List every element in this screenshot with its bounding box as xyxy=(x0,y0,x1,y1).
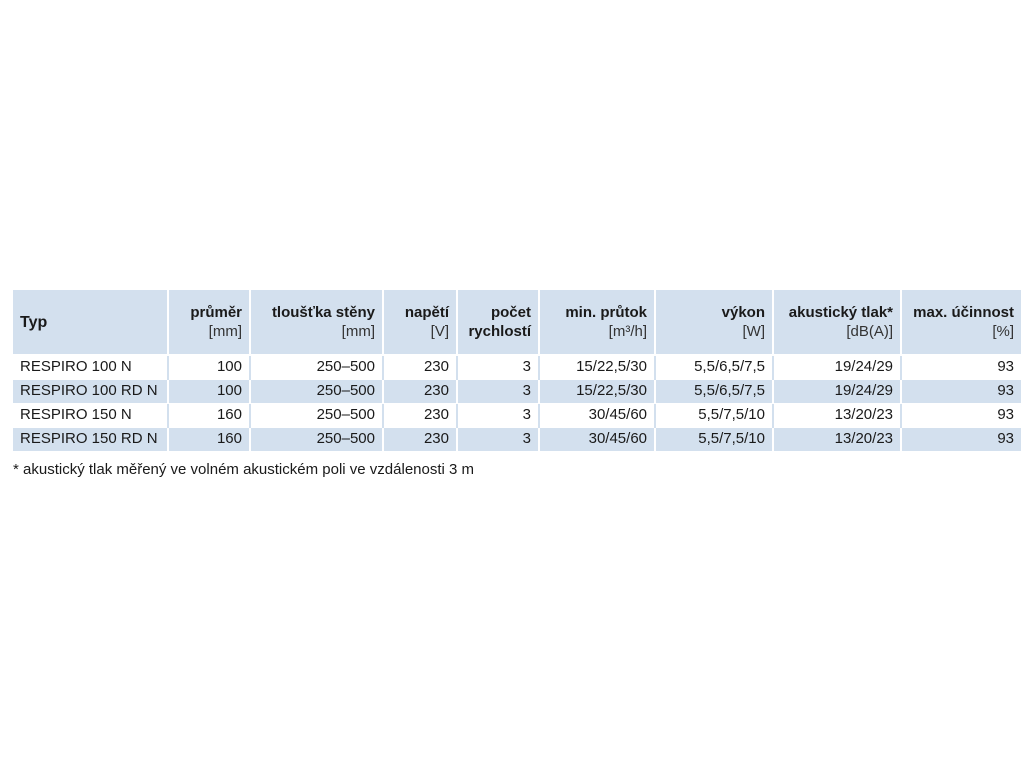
header-unit: [V] xyxy=(430,323,449,340)
cell-max-ucinnost: 93 xyxy=(901,427,1021,451)
cell-akusticky-tlak: 19/24/29 xyxy=(773,355,901,379)
cell-pocet-rychlosti: 3 xyxy=(457,403,539,427)
header-prumer: průměr [mm] xyxy=(168,290,250,355)
table-row xyxy=(13,379,1021,403)
cell-min-prutok: 30/45/60 xyxy=(539,403,655,427)
table-row xyxy=(13,355,1021,379)
header-unit: rychlostí xyxy=(468,323,531,340)
header-pocet-rychlosti: počet rychlostí xyxy=(457,290,539,355)
cell-vykon: 5,5/7,5/10 xyxy=(655,403,773,427)
cell-pocet-rychlosti: 3 xyxy=(457,355,539,379)
cell-min-prutok: 30/45/60 xyxy=(539,427,655,451)
cell-min-prutok: 15/22,5/30 xyxy=(539,379,655,403)
header-min-prutok: min. průtok [m³/h] xyxy=(539,290,655,355)
cell-max-ucinnost: 93 xyxy=(901,403,1021,427)
table-header-row xyxy=(13,290,1021,355)
cell-prumer: 160 xyxy=(168,427,250,451)
header-unit: [%] xyxy=(992,323,1014,340)
cell-tloustka-steny: 250–500 xyxy=(250,379,383,403)
header-napeti: napětí [V] xyxy=(383,290,457,355)
header-unit: [mm] xyxy=(341,323,375,340)
spec-table xyxy=(13,290,1021,451)
table-row xyxy=(13,403,1021,427)
cell-napeti: 230 xyxy=(383,427,457,451)
cell-akusticky-tlak: 13/20/23 xyxy=(773,403,901,427)
header-unit: [W] xyxy=(742,323,765,340)
cell-prumer: 160 xyxy=(168,403,250,427)
header-max-ucinnost: max. účinnost [%] xyxy=(901,290,1021,355)
cell-vykon: 5,5/6,5/7,5 xyxy=(655,379,773,403)
header-unit: [dB(A)] xyxy=(846,323,893,340)
table-row xyxy=(13,427,1021,451)
cell-napeti: 230 xyxy=(383,379,457,403)
cell-napeti: 230 xyxy=(383,355,457,379)
cell-pocet-rychlosti: 3 xyxy=(457,379,539,403)
header-unit: [m³/h] xyxy=(608,323,647,340)
cell-tloustka-steny: 250–500 xyxy=(250,355,383,379)
header-unit: [mm] xyxy=(208,323,242,340)
cell-typ: RESPIRO 150 RD N xyxy=(13,427,168,451)
cell-typ: RESPIRO 100 N xyxy=(13,355,168,379)
header-typ: Typ xyxy=(13,290,168,355)
cell-napeti: 230 xyxy=(383,403,457,427)
cell-akusticky-tlak: 19/24/29 xyxy=(773,379,901,403)
cell-pocet-rychlosti: 3 xyxy=(457,427,539,451)
cell-akusticky-tlak: 13/20/23 xyxy=(773,427,901,451)
cell-tloustka-steny: 250–500 xyxy=(250,427,383,451)
header-tloustka-steny: tloušťka stěny [mm] xyxy=(250,290,383,355)
cell-prumer: 100 xyxy=(168,355,250,379)
cell-typ: RESPIRO 100 RD N xyxy=(13,379,168,403)
cell-min-prutok: 15/22,5/30 xyxy=(539,355,655,379)
cell-max-ucinnost: 93 xyxy=(901,379,1021,403)
header-akusticky-tlak: akustický tlak* [dB(A)] xyxy=(773,290,901,355)
cell-prumer: 100 xyxy=(168,379,250,403)
cell-max-ucinnost: 93 xyxy=(901,355,1021,379)
header-vykon: výkon [W] xyxy=(655,290,773,355)
cell-vykon: 5,5/6,5/7,5 xyxy=(655,355,773,379)
cell-vykon: 5,5/7,5/10 xyxy=(655,427,773,451)
cell-typ: RESPIRO 150 N xyxy=(13,403,168,427)
footnote: * akustický tlak měřený ve volném akustickém poli ve vzdálenosti 3 m xyxy=(13,461,475,478)
cell-tloustka-steny: 250–500 xyxy=(250,403,383,427)
